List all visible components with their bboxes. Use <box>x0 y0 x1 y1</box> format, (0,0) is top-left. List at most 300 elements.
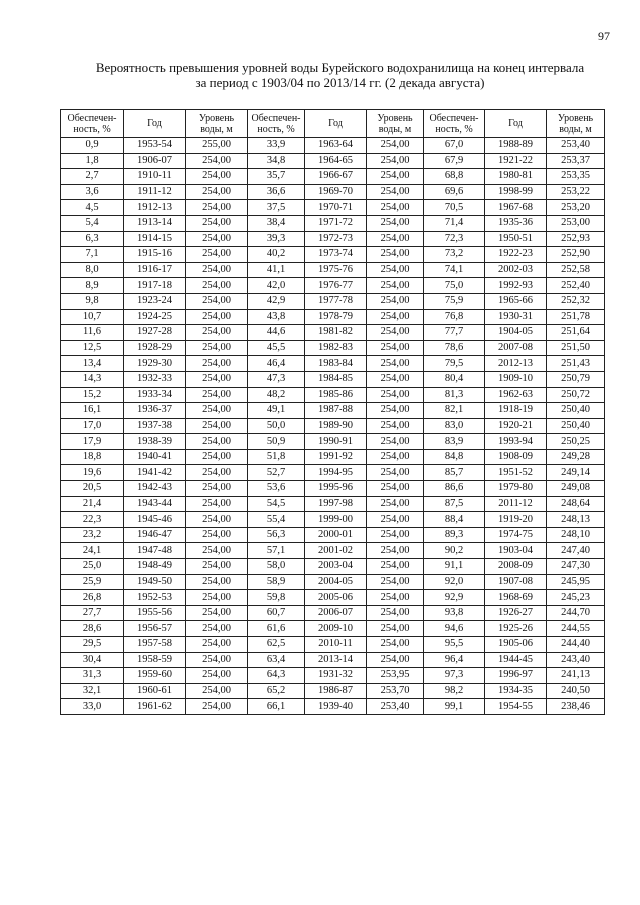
cell-level-3: 253,20 <box>547 200 605 216</box>
cell-level-1: 254,00 <box>186 325 248 341</box>
cell-level-3: 250,40 <box>547 418 605 434</box>
cell-year-3: 1905-06 <box>485 637 547 653</box>
cell-year-2: 1987-88 <box>305 403 367 419</box>
cell-year-3: 1930-31 <box>485 309 547 325</box>
cell-level-2: 254,00 <box>367 449 424 465</box>
cell-year-3: 1918-19 <box>485 403 547 419</box>
cell-probability-2: 55,4 <box>248 512 305 528</box>
cell-level-3: 241,13 <box>547 668 605 684</box>
cell-year-2: 2009-10 <box>305 621 367 637</box>
table-row <box>61 574 605 590</box>
table-body <box>61 138 605 715</box>
cell-year-1: 1938-39 <box>124 434 186 450</box>
table-row <box>61 527 605 543</box>
cell-year-1: 1943-44 <box>124 496 186 512</box>
cell-year-2: 1978-79 <box>305 309 367 325</box>
cell-level-3: 249,08 <box>547 481 605 497</box>
table-row <box>61 699 605 715</box>
cell-year-1: 1940-41 <box>124 449 186 465</box>
cell-year-2: 1970-71 <box>305 200 367 216</box>
cell-year-2: 1997-98 <box>305 496 367 512</box>
cell-level-2: 254,00 <box>367 184 424 200</box>
header-probability-1: Обеспечен-ность, % <box>61 110 124 138</box>
cell-level-3: 245,95 <box>547 574 605 590</box>
cell-level-1: 254,00 <box>186 590 248 606</box>
cell-probability-1: 18,8 <box>61 449 124 465</box>
cell-probability-3: 75,9 <box>424 293 485 309</box>
cell-year-2: 1966-67 <box>305 169 367 185</box>
cell-year-1: 1911-12 <box>124 184 186 200</box>
cell-level-1: 254,00 <box>186 293 248 309</box>
cell-probability-1: 17,9 <box>61 434 124 450</box>
cell-level-3: 251,43 <box>547 356 605 372</box>
cell-year-2: 1986-87 <box>305 683 367 699</box>
cell-level-3: 250,72 <box>547 387 605 403</box>
table-row <box>61 371 605 387</box>
cell-year-3: 1920-21 <box>485 418 547 434</box>
cell-level-2: 254,00 <box>367 465 424 481</box>
header-level-1: Уровень воды, м <box>186 110 248 138</box>
table-row <box>61 621 605 637</box>
cell-probability-3: 70,5 <box>424 200 485 216</box>
cell-level-2: 254,00 <box>367 169 424 185</box>
table-row <box>61 169 605 185</box>
cell-year-2: 1976-77 <box>305 278 367 294</box>
cell-probability-1: 7,1 <box>61 247 124 263</box>
cell-year-1: 1942-43 <box>124 481 186 497</box>
cell-year-3: 1904-05 <box>485 325 547 341</box>
cell-year-2: 1975-76 <box>305 262 367 278</box>
cell-level-3: 252,32 <box>547 293 605 309</box>
table-row <box>61 387 605 403</box>
cell-probability-1: 30,4 <box>61 652 124 668</box>
cell-level-1: 254,00 <box>186 153 248 169</box>
cell-probability-2: 48,2 <box>248 387 305 403</box>
cell-level-3: 247,30 <box>547 559 605 575</box>
cell-level-3: 240,50 <box>547 683 605 699</box>
cell-probability-1: 6,3 <box>61 231 124 247</box>
cell-probability-2: 39,3 <box>248 231 305 247</box>
table-row <box>61 465 605 481</box>
cell-level-3: 251,64 <box>547 325 605 341</box>
cell-level-2: 254,00 <box>367 574 424 590</box>
cell-year-1: 1927-28 <box>124 325 186 341</box>
cell-level-1: 254,00 <box>186 668 248 684</box>
cell-year-3: 1926-27 <box>485 605 547 621</box>
cell-probability-3: 92,0 <box>424 574 485 590</box>
cell-level-2: 254,00 <box>367 247 424 263</box>
cell-level-1: 254,00 <box>186 262 248 278</box>
cell-year-3: 1909-10 <box>485 371 547 387</box>
cell-year-2: 1977-78 <box>305 293 367 309</box>
cell-probability-2: 35,7 <box>248 169 305 185</box>
cell-level-1: 254,00 <box>186 231 248 247</box>
cell-level-1: 254,00 <box>186 200 248 216</box>
cell-year-2: 1983-84 <box>305 356 367 372</box>
cell-level-2: 254,00 <box>367 434 424 450</box>
cell-year-3: 1921-22 <box>485 153 547 169</box>
cell-probability-1: 1,8 <box>61 153 124 169</box>
table-row <box>61 215 605 231</box>
cell-year-1: 1957-58 <box>124 637 186 653</box>
cell-probability-2: 41,1 <box>248 262 305 278</box>
cell-level-3: 252,58 <box>547 262 605 278</box>
table-row <box>61 309 605 325</box>
cell-probability-1: 4,5 <box>61 200 124 216</box>
cell-probability-1: 33,0 <box>61 699 124 715</box>
cell-level-3: 253,35 <box>547 169 605 185</box>
table-row <box>61 590 605 606</box>
cell-level-3: 252,40 <box>547 278 605 294</box>
cell-probability-2: 62,5 <box>248 637 305 653</box>
table-row <box>61 184 605 200</box>
cell-year-1: 1949-50 <box>124 574 186 590</box>
cell-probability-2: 57,1 <box>248 543 305 559</box>
cell-year-2: 2010-11 <box>305 637 367 653</box>
cell-year-1: 1915-16 <box>124 247 186 263</box>
cell-year-1: 1936-37 <box>124 403 186 419</box>
cell-probability-1: 2,7 <box>61 169 124 185</box>
cell-year-3: 1988-89 <box>485 138 547 154</box>
cell-year-2: 2005-06 <box>305 590 367 606</box>
cell-level-2: 254,00 <box>367 371 424 387</box>
cell-level-1: 254,00 <box>186 481 248 497</box>
cell-probability-3: 78,6 <box>424 340 485 356</box>
cell-probability-2: 50,0 <box>248 418 305 434</box>
cell-level-3: 238,46 <box>547 699 605 715</box>
table-row <box>61 231 605 247</box>
table-row <box>61 543 605 559</box>
cell-probability-3: 92,9 <box>424 590 485 606</box>
cell-year-3: 1903-04 <box>485 543 547 559</box>
cell-probability-1: 12,5 <box>61 340 124 356</box>
cell-year-3: 2011-12 <box>485 496 547 512</box>
cell-year-1: 1946-47 <box>124 527 186 543</box>
cell-level-3: 248,13 <box>547 512 605 528</box>
cell-level-2: 254,00 <box>367 278 424 294</box>
cell-level-2: 254,00 <box>367 387 424 403</box>
cell-year-2: 2003-04 <box>305 559 367 575</box>
cell-level-3: 251,50 <box>547 340 605 356</box>
cell-probability-2: 51,8 <box>248 449 305 465</box>
cell-year-3: 1965-66 <box>485 293 547 309</box>
cell-probability-1: 21,4 <box>61 496 124 512</box>
cell-year-1: 1961-62 <box>124 699 186 715</box>
cell-year-1: 1916-17 <box>124 262 186 278</box>
cell-year-3: 1951-52 <box>485 465 547 481</box>
cell-year-2: 2006-07 <box>305 605 367 621</box>
cell-probability-3: 68,8 <box>424 169 485 185</box>
cell-probability-1: 14,3 <box>61 371 124 387</box>
cell-probability-2: 56,3 <box>248 527 305 543</box>
cell-level-3: 249,14 <box>547 465 605 481</box>
cell-level-1: 254,00 <box>186 371 248 387</box>
cell-year-2: 2001-02 <box>305 543 367 559</box>
cell-year-2: 2004-05 <box>305 574 367 590</box>
cell-probability-3: 96,4 <box>424 652 485 668</box>
cell-level-1: 254,00 <box>186 683 248 699</box>
cell-level-3: 248,10 <box>547 527 605 543</box>
cell-level-2: 254,00 <box>367 138 424 154</box>
header-probability-2: Обеспечен-ность, % <box>248 110 305 138</box>
cell-year-1: 1952-53 <box>124 590 186 606</box>
cell-level-2: 254,00 <box>367 200 424 216</box>
cell-level-3: 253,37 <box>547 153 605 169</box>
table-row <box>61 434 605 450</box>
cell-level-1: 254,00 <box>186 247 248 263</box>
cell-probability-3: 83,9 <box>424 434 485 450</box>
cell-level-1: 254,00 <box>186 434 248 450</box>
cell-year-2: 1994-95 <box>305 465 367 481</box>
cell-probability-3: 74,1 <box>424 262 485 278</box>
cell-probability-1: 9,8 <box>61 293 124 309</box>
cell-probability-3: 98,2 <box>424 683 485 699</box>
cell-probability-1: 26,8 <box>61 590 124 606</box>
cell-year-2: 1982-83 <box>305 340 367 356</box>
document-title <box>60 60 620 90</box>
cell-year-2: 1973-74 <box>305 247 367 263</box>
cell-probability-3: 72,3 <box>424 231 485 247</box>
cell-level-3: 244,70 <box>547 605 605 621</box>
cell-probability-1: 24,1 <box>61 543 124 559</box>
cell-probability-3: 67,0 <box>424 138 485 154</box>
cell-level-1: 254,00 <box>186 652 248 668</box>
cell-level-3: 248,64 <box>547 496 605 512</box>
cell-probability-1: 27,7 <box>61 605 124 621</box>
table-row <box>61 200 605 216</box>
cell-year-2: 1972-73 <box>305 231 367 247</box>
cell-year-1: 1960-61 <box>124 683 186 699</box>
cell-probability-2: 46,4 <box>248 356 305 372</box>
cell-probability-2: 66,1 <box>248 699 305 715</box>
cell-probability-1: 29,5 <box>61 637 124 653</box>
cell-probability-2: 40,2 <box>248 247 305 263</box>
cell-year-3: 2002-03 <box>485 262 547 278</box>
cell-probability-2: 44,6 <box>248 325 305 341</box>
table-header-row <box>61 110 605 138</box>
cell-probability-3: 90,2 <box>424 543 485 559</box>
cell-probability-1: 25,0 <box>61 559 124 575</box>
cell-probability-2: 43,8 <box>248 309 305 325</box>
cell-level-2: 254,00 <box>367 293 424 309</box>
cell-level-1: 254,00 <box>186 169 248 185</box>
header-probability-3: Обеспечен-ность, % <box>424 110 485 138</box>
cell-year-2: 1984-85 <box>305 371 367 387</box>
cell-level-3: 250,79 <box>547 371 605 387</box>
cell-year-3: 1968-69 <box>485 590 547 606</box>
table-row <box>61 637 605 653</box>
cell-year-3: 1950-51 <box>485 231 547 247</box>
cell-level-2: 254,00 <box>367 652 424 668</box>
cell-year-1: 1955-56 <box>124 605 186 621</box>
cell-year-1: 1924-25 <box>124 309 186 325</box>
cell-year-1: 1937-38 <box>124 418 186 434</box>
cell-probability-1: 5,4 <box>61 215 124 231</box>
table-row <box>61 340 605 356</box>
cell-probability-2: 58,0 <box>248 559 305 575</box>
cell-year-2: 1985-86 <box>305 387 367 403</box>
cell-probability-3: 67,9 <box>424 153 485 169</box>
cell-year-3: 2012-13 <box>485 356 547 372</box>
cell-year-2: 2000-01 <box>305 527 367 543</box>
cell-level-1: 254,00 <box>186 215 248 231</box>
cell-year-1: 1956-57 <box>124 621 186 637</box>
cell-probability-1: 32,1 <box>61 683 124 699</box>
cell-level-3: 251,78 <box>547 309 605 325</box>
cell-level-1: 254,00 <box>186 605 248 621</box>
header-year-1: Год <box>124 110 186 138</box>
cell-year-2: 1931-32 <box>305 668 367 684</box>
cell-probability-2: 47,3 <box>248 371 305 387</box>
cell-probability-3: 87,5 <box>424 496 485 512</box>
header-year-2: Год <box>305 110 367 138</box>
cell-probability-2: 63,4 <box>248 652 305 668</box>
cell-level-3: 247,40 <box>547 543 605 559</box>
cell-year-1: 1914-15 <box>124 231 186 247</box>
cell-level-2: 254,00 <box>367 309 424 325</box>
cell-probability-3: 75,0 <box>424 278 485 294</box>
cell-level-3: 244,55 <box>547 621 605 637</box>
cell-probability-1: 11,6 <box>61 325 124 341</box>
cell-year-2: 1990-91 <box>305 434 367 450</box>
cell-year-1: 1941-42 <box>124 465 186 481</box>
cell-year-1: 1932-33 <box>124 371 186 387</box>
cell-level-2: 254,00 <box>367 637 424 653</box>
cell-year-3: 1992-93 <box>485 278 547 294</box>
cell-year-2: 1939-40 <box>305 699 367 715</box>
cell-level-2: 253,40 <box>367 699 424 715</box>
cell-year-1: 1933-34 <box>124 387 186 403</box>
table-row <box>61 559 605 575</box>
cell-level-3: 253,40 <box>547 138 605 154</box>
cell-year-1: 1912-13 <box>124 200 186 216</box>
water-level-table <box>60 109 605 715</box>
cell-level-2: 254,00 <box>367 527 424 543</box>
cell-year-2: 2013-14 <box>305 652 367 668</box>
cell-level-3: 253,22 <box>547 184 605 200</box>
table-row <box>61 325 605 341</box>
cell-probability-1: 8,9 <box>61 278 124 294</box>
table-row <box>61 262 605 278</box>
cell-probability-3: 81,3 <box>424 387 485 403</box>
header-level-3: Уровень воды, м <box>547 110 605 138</box>
cell-year-1: 1958-59 <box>124 652 186 668</box>
cell-probability-1: 17,0 <box>61 418 124 434</box>
table-row <box>61 418 605 434</box>
cell-level-3: 250,40 <box>547 403 605 419</box>
cell-year-2: 1989-90 <box>305 418 367 434</box>
cell-level-2: 254,00 <box>367 325 424 341</box>
cell-probability-2: 33,9 <box>248 138 305 154</box>
cell-probability-3: 83,0 <box>424 418 485 434</box>
cell-probability-1: 0,9 <box>61 138 124 154</box>
cell-level-2: 254,00 <box>367 621 424 637</box>
cell-level-1: 254,00 <box>186 465 248 481</box>
table-row <box>61 293 605 309</box>
cell-probability-2: 49,1 <box>248 403 305 419</box>
cell-year-3: 1944-45 <box>485 652 547 668</box>
table-row <box>61 403 605 419</box>
cell-level-1: 254,00 <box>186 403 248 419</box>
cell-year-2: 1991-92 <box>305 449 367 465</box>
cell-level-1: 254,00 <box>186 559 248 575</box>
cell-probability-2: 52,7 <box>248 465 305 481</box>
cell-probability-1: 25,9 <box>61 574 124 590</box>
cell-probability-3: 71,4 <box>424 215 485 231</box>
cell-level-1: 254,00 <box>186 621 248 637</box>
cell-probability-3: 95,5 <box>424 637 485 653</box>
cell-year-1: 1906-07 <box>124 153 186 169</box>
cell-probability-1: 19,6 <box>61 465 124 481</box>
cell-year-1: 1928-29 <box>124 340 186 356</box>
cell-year-1: 1947-48 <box>124 543 186 559</box>
cell-year-2: 1999-00 <box>305 512 367 528</box>
cell-probability-3: 85,7 <box>424 465 485 481</box>
cell-probability-2: 42,9 <box>248 293 305 309</box>
cell-level-1: 254,00 <box>186 574 248 590</box>
cell-level-2: 253,95 <box>367 668 424 684</box>
cell-probability-2: 36,6 <box>248 184 305 200</box>
cell-level-1: 254,00 <box>186 637 248 653</box>
cell-level-3: 252,90 <box>547 247 605 263</box>
cell-level-2: 254,00 <box>367 496 424 512</box>
cell-level-2: 253,70 <box>367 683 424 699</box>
cell-year-1: 1923-24 <box>124 293 186 309</box>
cell-level-2: 254,00 <box>367 481 424 497</box>
cell-year-2: 1981-82 <box>305 325 367 341</box>
cell-year-3: 1934-35 <box>485 683 547 699</box>
table-row <box>61 605 605 621</box>
cell-level-2: 254,00 <box>367 418 424 434</box>
cell-probability-2: 45,5 <box>248 340 305 356</box>
cell-level-2: 254,00 <box>367 605 424 621</box>
cell-year-3: 1996-97 <box>485 668 547 684</box>
cell-year-1: 1945-46 <box>124 512 186 528</box>
cell-probability-1: 31,3 <box>61 668 124 684</box>
cell-year-3: 1908-09 <box>485 449 547 465</box>
cell-year-3: 1980-81 <box>485 169 547 185</box>
cell-probability-2: 53,6 <box>248 481 305 497</box>
cell-year-1: 1917-18 <box>124 278 186 294</box>
cell-year-3: 1919-20 <box>485 512 547 528</box>
cell-year-2: 1969-70 <box>305 184 367 200</box>
cell-level-2: 254,00 <box>367 590 424 606</box>
cell-level-3: 252,93 <box>547 231 605 247</box>
cell-probability-1: 23,2 <box>61 527 124 543</box>
cell-level-1: 254,00 <box>186 418 248 434</box>
cell-probability-3: 69,6 <box>424 184 485 200</box>
cell-level-1: 254,00 <box>186 449 248 465</box>
cell-probability-2: 38,4 <box>248 215 305 231</box>
cell-year-3: 1907-08 <box>485 574 547 590</box>
cell-probability-1: 16,1 <box>61 403 124 419</box>
cell-year-3: 1974-75 <box>485 527 547 543</box>
cell-probability-2: 50,9 <box>248 434 305 450</box>
cell-year-2: 1964-65 <box>305 153 367 169</box>
cell-probability-1: 10,7 <box>61 309 124 325</box>
table-row <box>61 683 605 699</box>
cell-level-3: 244,40 <box>547 637 605 653</box>
cell-year-3: 1967-68 <box>485 200 547 216</box>
cell-probability-3: 73,2 <box>424 247 485 263</box>
cell-year-3: 2008-09 <box>485 559 547 575</box>
cell-probability-1: 15,2 <box>61 387 124 403</box>
cell-year-3: 1998-99 <box>485 184 547 200</box>
cell-level-1: 254,00 <box>186 309 248 325</box>
cell-probability-2: 59,8 <box>248 590 305 606</box>
cell-year-3: 1935-36 <box>485 215 547 231</box>
cell-year-1: 1910-11 <box>124 169 186 185</box>
